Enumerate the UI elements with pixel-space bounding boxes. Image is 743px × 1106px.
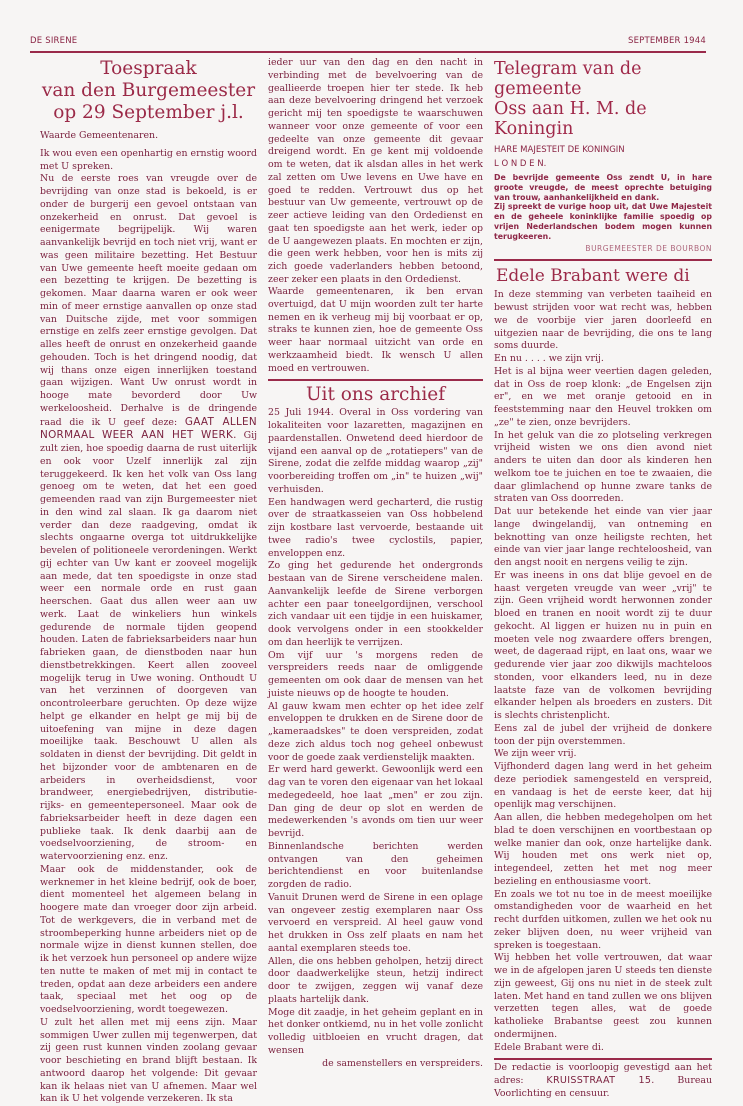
speech-emphasis: GAAT ALLEN NORMAAL WEER AAN HET WERK. <box>40 415 257 442</box>
archive-paragraph: Zo ging het gedurende het ondergronds bestaan van de Sirene verscheidene malen. Aanvankelijk leefde de Sirene verborgen achter een paar toneelgordijnen, verschool zich vandaar uit een tijdje in een huiskamer, dook vervolgens onder in een stookkelder om dan heerlijk te verrijzen. <box>268 560 483 648</box>
masthead-rule <box>30 51 706 53</box>
column-telegram <box>494 57 712 1101</box>
archive-paragraph: Al gauw kwam men echter op het idee zelf enveloppen te drukken en de Sirene door de „kameraadskes" te doen verspreiden, zodat deze zich aldus toch nog geheel onbewust voor de goede zaak verdienstelijk maakten. <box>268 700 483 763</box>
edele-paragraph: Wij hebben het volle vertrouwen, dat waar we in de afgelopen jaren U steeds ten dienste zijn geweest, Gij ons nu niet in de steek zult laten. Met hand en tand zullen we ons blijven verzetten tegen alles, wat de goede katholieke Brabantse geest zou kunnen ondermijnen. <box>494 952 712 1040</box>
archive-paragraph: Er werd hard gewerkt. Gewoonlijk werd een dag van te voren den eigenaar van het lokaal medegedeeld, hoe laat „men" er zou zijn. Dan ging de deur op slot en werden de medewerkenden 's avonds om tien uur weer bevrijd. <box>268 764 483 839</box>
column-speech <box>40 57 257 1106</box>
edele-paragraph: Dat uur betekende het einde van vier jaar lange dwingelandij, van ontneming en beknotting van onze heiligste rechten, het einde van vier jaar lange rechteloosheid, van den angst nooit en nergens veilig te zijn. <box>494 506 712 569</box>
editorial-note <box>494 1062 712 1100</box>
speech-paragraph: Ik wou even een openhartig en ernstig woord met U spreken. <box>40 147 257 172</box>
edele-paragraph: We zijn weer vrij. <box>494 748 577 760</box>
telegram-paragraph: Zij spreekt de vurige hoop uit, dat Uwe Majesteit en de geheele koninklijke familie spoedig op vrijen Nederlandschen bodem mogen kunnen terugkeeren. <box>494 202 712 241</box>
speech-paragraph-text: Nu de eerste roes van vreugde over de bevrijding van onze stad is bekoeld, is er onder de burgerij een gevoel ontstaan van onzekerheid en onrust. Dat gevoel is eenigermate begrijpelijk. Wij waren aanvankelijk bevrijd en toch niet vrij, want er was geen militaire bezetting. Het Bestuur van Uwe gemeente heeft moeite gedaan om een bezetting te krijgen. De bezetting is gekomen. Maar daarna waren er ook weer min of meer ernstige aanvallen op onze stad van Duitsche zijde, met voor sommigen ernstige en zelfs zeer ernstige gevolgen. Dat alles heeft de onrust en onzekerheid gaande gehouden. Toch is het dringend noodig, dat wij thans onze eigen innerlijken toestand gaan wijzigen. Want Uw onrust wordt in hooge mate bevorderd door Uw werkeloosheid. Derhalve is de dringende raad die ik U geef deze: <box>40 173 257 428</box>
edele-paragraph: En nu . . . . we zijn vrij. <box>494 353 604 365</box>
editorial-address: KRUISSTRAAT 15. <box>546 1075 655 1087</box>
edele-paragraph: Edele Brabant were di. <box>494 1041 604 1053</box>
telegram-signature: BURGEMEESTER DE BOURBON <box>585 243 712 253</box>
edele-paragraph: Vijfhonderd dagen lang werd in het geheim deze periodiek samengesteld en verspreid, en vandaag is het de eerste keer, dat hij openlijk mag verschijnen. <box>494 761 712 811</box>
archive-headline: Uit ons archief <box>305 384 446 406</box>
archive-paragraph: Allen, die ons hebben geholpen, hetzij direct door daadwerkelijke steun, hetzij indirect door te zwijgen, zeggen wij vanaf deze plaats hartelijk dank. <box>268 955 483 1005</box>
edele-paragraph: Eens zal de jubel der vrijheid de donkere toon der pijn overstemmen. <box>494 722 712 747</box>
speech-continuation <box>268 57 483 286</box>
speech-title-line1: Toespraak <box>100 58 197 79</box>
speech-title-line2: van den Burgemeester <box>41 80 256 101</box>
section-divider <box>268 379 483 381</box>
archive-paragraph: Vanuit Drunen werd de Sirene in een oplage van ongeveer zestig exemplaren naar Oss vervoerd en verspreid. Al heel gauw vond het drukken in Oss zelf plaats en nam het aantal exemplaren steeds toe. <box>268 891 483 954</box>
edele-headline: Edele Brabant were di <box>496 266 690 287</box>
issue-date: SEPTEMBER 1944 <box>627 36 706 46</box>
speech-headline <box>40 58 257 124</box>
section-divider <box>494 1058 712 1060</box>
edele-paragraph: Aan allen, die hebben medegeholpen om het blad te doen verschijnen en voortbestaan op welke manier dan ook, onze hartelijke dank. Wij houden met ons werk niet op, integendeel, zetten het met nog meer bezieling en enthousiasme voort. <box>494 812 712 887</box>
telegram-addressee: HARE MAJESTEIT DE KONINGIN <box>494 145 625 155</box>
edele-paragraph: In het geluk van die zo plotseling verkregen vrijheid wisten we ons dien avond niet anders te uiten dan door als kinderen hen welkom toe te juichen en toe te zwaaien, die daar glimlachend op hunne zware tanks de straten van Oss doorreden. <box>494 429 712 505</box>
speech-paragraph: U zult het allen met mij eens zijn. Maar sommigen Uwer zullen mij tegenwerpen, dat zij geen rust kunnen vinden zoolang gevaar voor beschieting en brand blijft bestaan. Ik antwoord daarop het volgende: Dit gevaar kan ik helaas niet van U afnemen. Maar wel kan ik U het volgende verzekeren. Ik sta <box>40 1016 257 1105</box>
edele-paragraph: En zoals we tot nu toe in de meest moeilijke omstandigheden voor de waarheid en het recht durfden uitkomen, zullen we het ook nu zeker blijven doen, nu weer vrijheid van spreken is toegestaan. <box>494 888 712 951</box>
speech-paragraph-text: Gij zult zien, hoe spoedig daarna de rust uiterlijk en ook voor Uzelf innerlijk zal zijn teruggekeerd. Ik ken het volk van Oss lang genoeg om te weten, dat het een goed gemeenden raad van zijn Burgemeester niet in den wind zal slaan. Ik ga daarom niet verder dan deze raadgeving, omdat ik slechts ongaarne overga tot uitdrukkelijke bevelen of politioneele verordeningen. Werkt gij echter van Uw kant er zooveel mogelijk aan mede, dat ten spoedigste in onze stad weer een normale orde en rust gaan heerschen. Gaat dus allen weer aan uw werk. Laat de winkeliers hun winkels gedurende de normale tijden geopend houden. Laten de fabrieksarbeiders naar hun fabrieken gaan, de dienstboden naar hun dienstbetrekkingen. Keert allen zooveel mogelijk terug in Uwe woning. Onthoudt U van het verzinnen of doorgeven van oncontroleerbare geruchten. Op deze wijze helpt ge elkander en helpt ge mij bij de uitoefening van mijne in deze dagen moeilijke taak. Beschouwt U allen als soldaten in dienst der bevrijding. Dit geldt in het bijzonder voor de ambtenaren en de arbeiders in overheidsdienst, voor brandweer, energiebedrijven, distributie- rijks- en gemeentepersoneel. Maar ook de fabrieksarbeider heeft in deze dagen een publieke taak. Ik denk daarbij aan de voedselvoorziening, de stroom- en watervoorziening enz. enz. <box>40 430 257 862</box>
archive-paragraph: Binnenlandsche berichten werden ontvangen van den geheimen berichtendienst en voor buitenlandse zorgden de radio. <box>268 840 483 890</box>
archive-paragraph: Om vijf uur 's morgens reden de verspreiders reeds naar de omliggende gemeenten om ook daar de mensen van het juiste nieuws op de hoogte te houden. <box>268 649 483 699</box>
archive-paragraph: Een handwagen werd gecharterd, die rustig over de straatkasseien van Oss hobbelend zijn kostbare last vervoerde, bestaande uit twee radio's twee cyclostils, papier, enveloppen enz. <box>268 496 483 559</box>
archive-paragraph: 25 Juli 1944. Overal in Oss vordering van lokaliteiten voor lazaretten, magazijnen en paardenstallen. Onwetend deed hierdoor de vijand een aanval op de „rotatiepers" van de Sirene, zodat die zelfde middag waarop „zij" voorbereiding troffen om „in" te huizen „wij" verhuisden. <box>268 407 483 495</box>
archive-closing: de samenstellers en verspreiders. <box>322 1057 483 1069</box>
telegram-title-line1: Telegram van de gemeente <box>494 59 642 99</box>
archive-paragraph: Moge dit zaadje, in het geheim geplant en in het donker ontkiemd, nu in het volle zonlicht volledig uitbloeien en vrucht dragen, dat wensen <box>268 1006 483 1056</box>
speech-continuation-text: ieder uur van den dag en den nacht in verbinding met de bevelvoering van de geallieerde troepen hier ter stede. Ik heb aan deze bevelvoering dringend het verzoek gericht mij ten spoedigste te waarschuwen wanneer voor onze gemeente of voor een gedeelte van onze gemeente dit gevaar dreigend wordt. En ge kent mij voldoende om te weten, dat ik alsdan alles in het werk zal zetten om Uwe levens en Uwe have en goed te redden. Vertrouwt dus op het bestuur van Uw gemeente, vertrouwt op de zeer actieve leiding van den Ordedienst en gaat ten spoedigste aan het werk, ieder op de U aangewezen plaats. En mochten er zijn, die geen werk hebben, voor hen is mits zij zich goede vaderlanders hebben betoond, zeer zeker een plaats in den Ordedienst. <box>268 57 483 285</box>
section-divider <box>494 259 712 261</box>
edele-paragraph: Er was ineens in ons dat blije gevoel en de haast vergeten vreugde van weer „vrij" te zijn. Geen vrijheid wordt herwonnen zonder bloed en tranen en nooit wordt zij te duur gekocht. Al liggen er huizen nu in puin en moeten vele nog zwaardere offers brengen, weet, de dageraad rijpt, en laat ons, waar we gedurende vier jaar zoo dikwijls machteloos stonden, voor elkanders leed, nu in deze laatste faze van de volkomen bevrijding elkander helpen als broeders en zusters. Dit is slechts christenplicht. <box>494 569 712 722</box>
telegram-title-line2: Oss aan H. M. de Koningin <box>494 99 647 139</box>
speech-greeting: Waarde Gemeentenaren. <box>40 130 159 141</box>
telegram-city: L O N D E N. <box>494 159 547 169</box>
publication-name: DE SIRENE <box>30 36 78 46</box>
speech-paragraph: Maar ook de middenstander, ook de werknemer in het kleine bedrijf, ook de boer, dient momenteel het algemeen belang in hoogere mate dan vroeger door zijn arbeid. Tot de werkgevers, die in verband met de stroombeperking hunne arbeiders niet op de normale wijze in dienst kunnen stellen, doe ik het verzoek hun personeel op andere wijze ten nutte te maken of met mij in contact te treden, opdat aan deze arbeiders een andere taak, speciaal met het oog op de voedselvoorziening, wordt toegewezen. <box>40 863 257 1015</box>
column-archive <box>268 57 483 1070</box>
speech-title-line3: op 29 September j.l. <box>53 102 244 123</box>
telegram-paragraph: De bevrijde gemeente Oss zendt U, in hare groote vreugde, de meest oprechte betuiging van trouw, aanhankelijkheid en dank. <box>494 173 712 202</box>
editorial-note-text: De redactie is voorloopig gevestigd aan het adres: <box>494 1062 712 1087</box>
edele-paragraph: Het is al bijna weer veertien dagen geleden, dat in Oss de roep klonk: „de Engelsen zijn er", en we met oranje getooid en in feeststemming naar den Heuvel trokken om „ze" te zien, onze bevrijders. <box>494 365 712 428</box>
masthead <box>30 36 706 50</box>
edele-paragraph: In deze stemming van verbeten taaiheid en bewust strijden voor wat recht was, hebben we de voorbije vier jaren doorleefd en uitgezien naar de bevrijding, die ons te lang soms duurde. <box>494 289 712 352</box>
speech-paragraph: Waarde gemeentenaren, ik ben ervan overtuigd, dat U mijn woorden zult ter harte nemen en ik verheug mij bij voorbaat er op, straks te kunnen zien, hoe de gemeente Oss weer haar normaal uitzicht van orde en werkzaamheid biedt. Ik wensch U allen moed en vertrouwen. <box>268 286 483 374</box>
telegram-headline <box>494 59 712 139</box>
speech-paragraph <box>40 173 257 864</box>
editorial-note-text: Bureau Voorlichting en censuur. <box>494 1075 712 1099</box>
